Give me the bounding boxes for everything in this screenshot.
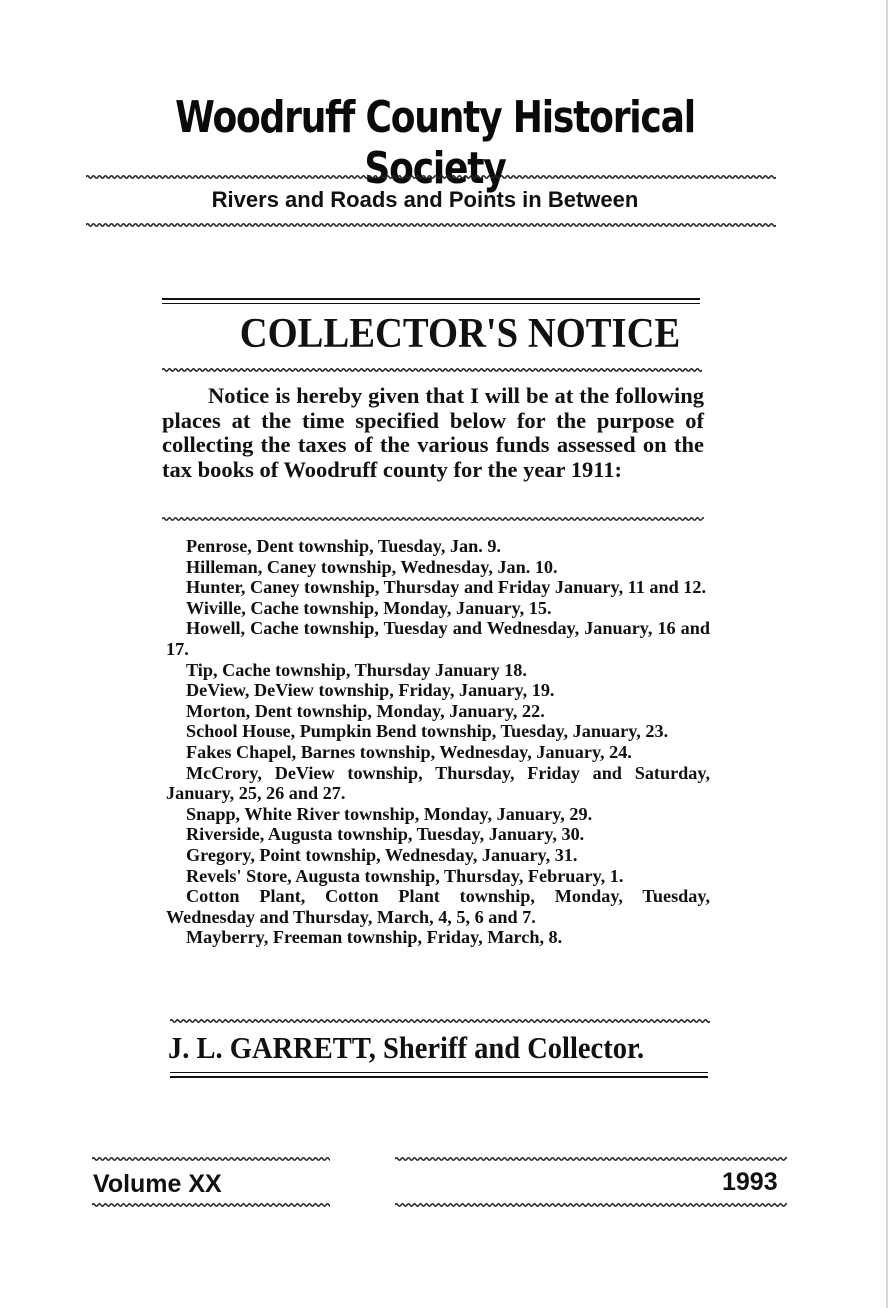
society-name: Woodruff County Historical Society — [175, 92, 695, 194]
schedule-entry: Mayberry, Freeman township, Friday, March, 8. — [186, 927, 563, 948]
schedule-entry: Snapp, White River township, Monday, January, 29. — [186, 803, 593, 824]
schedule-entry: Riverside, Augusta township, Tuesday, January, 30. — [186, 824, 585, 845]
footer-left-wave-bottom — [92, 1201, 330, 1209]
collector-signature: J. L. GARRETT, Sheriff and Collector. — [168, 1030, 645, 1065]
notice-top-rule — [162, 298, 700, 300]
notice-bottom-rule — [170, 1076, 708, 1078]
footer-right-wave-top — [395, 1155, 787, 1163]
schedule-entry: Revels' Store, Augusta township, Thursday, February, 1. — [186, 865, 624, 886]
schedule-entry: Morton, Dent township, Monday, January, 22. — [186, 700, 545, 721]
schedule-entry: School House, Pumpkin Bend township, Tuesday, January, 23. — [186, 721, 669, 742]
schedule-entry: Fakes Chapel, Barnes township, Wednesday, January, 24. — [186, 741, 632, 762]
notice-intro-text: Notice is hereby given that I will be at the following places at the time specified below for the purpose of collecting the taxes of the various funds assessed on the tax books of Woodruff county for the year 1911: — [162, 383, 704, 482]
masthead-wave-rule-top — [86, 173, 776, 181]
schedule-entry: Howell, Cache township, Tuesday and Wednesday, January, 16 and 17. — [166, 618, 710, 659]
schedule-list — [166, 536, 710, 948]
footer-right-wave-bottom — [395, 1201, 787, 1209]
notice-bottom-rule-thin — [170, 1072, 708, 1073]
intro-wave-rule — [162, 515, 704, 523]
notice-top-rule-thin — [162, 303, 700, 304]
schedule-entry: McCrory, DeView township, Thursday, Friday and Saturday, January, 25, 26 and 27. — [166, 762, 710, 804]
schedule-entry: Cotton Plant, Cotton Plant township, Monday, Tuesday, Wednesday and Thursday, March, 4, 5, 6 and 7. — [166, 886, 710, 927]
footer-left-wave-top — [92, 1155, 330, 1163]
scan-edge-line — [886, 0, 888, 1308]
subtitle: Rivers and Roads and Points in Between — [211, 187, 639, 212]
notice-title: COLLECTOR'S NOTICE — [239, 311, 681, 357]
schedule-wave-rule — [170, 1017, 710, 1025]
schedule-entry: Tip, Cache township, Thursday January 18. — [186, 659, 527, 680]
schedule-entry: Penrose, Dent township, Tuesday, Jan. 9. — [186, 536, 501, 556]
schedule-entry: Hunter, Caney township, Thursday and Friday January, 11 and 12. — [186, 577, 707, 598]
schedule-entry: Wiville, Cache township, Monday, January, 15. — [186, 597, 552, 618]
schedule-entry: Hilleman, Caney township, Wednesday, Jan. 10. — [186, 556, 558, 577]
title-wave-rule — [162, 366, 702, 374]
notice-intro — [162, 384, 704, 482]
masthead-wave-rule-bottom — [86, 221, 776, 229]
schedule-entry: DeView, DeView township, Friday, January, 19. — [186, 680, 555, 701]
volume-label: Volume XX — [93, 1170, 222, 1198]
year-label: 1993 — [722, 1168, 778, 1196]
schedule-entry: Gregory, Point township, Wednesday, January, 31. — [186, 844, 578, 865]
